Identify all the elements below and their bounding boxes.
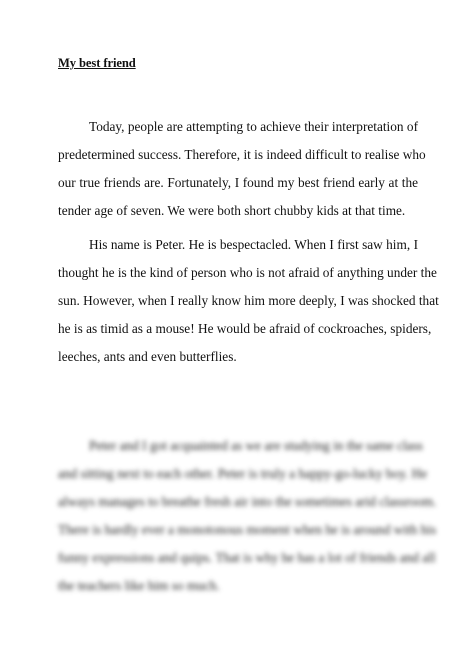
paragraph-line: sun. However, when I really know him more deeply, I was shocked that: [58, 293, 439, 308]
paragraph-line: our true friends are. Fortunately, I found my best friend early at the: [58, 175, 418, 190]
paragraph-3-blurred: [58, 432, 437, 600]
paragraph-2: [58, 231, 439, 371]
paragraph-line: predetermined success. Therefore, it is indeed difficult to realise who: [58, 147, 426, 162]
paragraph-line: the teachers like him so much.: [58, 578, 220, 593]
paragraph-line: tender age of seven. We were both short chubby kids at that time.: [58, 203, 406, 218]
document-title: My best friend: [58, 56, 136, 70]
paragraph-line: he is as timid as a mouse! He would be afraid of cockroaches, spiders,: [58, 321, 432, 336]
paragraph-line: always manages to breathe fresh air into the sometimes arid classroom.: [58, 494, 437, 509]
paragraph-1: [58, 113, 426, 225]
paragraph-line: and sitting next to each other. Peter is truly a happy-go-lucky boy. He: [58, 466, 428, 481]
paragraph-line: thought he is the kind of person who is not afraid of anything under the: [58, 265, 437, 280]
paragraph-line: funny expressions and quips. That is why he has a lot of friends and all: [58, 550, 436, 565]
paragraph-line: leeches, ants and even butterflies.: [58, 349, 237, 364]
paragraph-line: There is hardly ever a monotonous moment when he is around with his: [58, 522, 437, 537]
paragraph-line: Today, people are attempting to achieve their interpretation of: [89, 119, 418, 134]
paragraph-line: Peter and I got acquainted as we are studying in the same class: [89, 438, 423, 453]
paragraph-line: His name is Peter. He is bespectacled. When I first saw him, I: [89, 237, 418, 252]
